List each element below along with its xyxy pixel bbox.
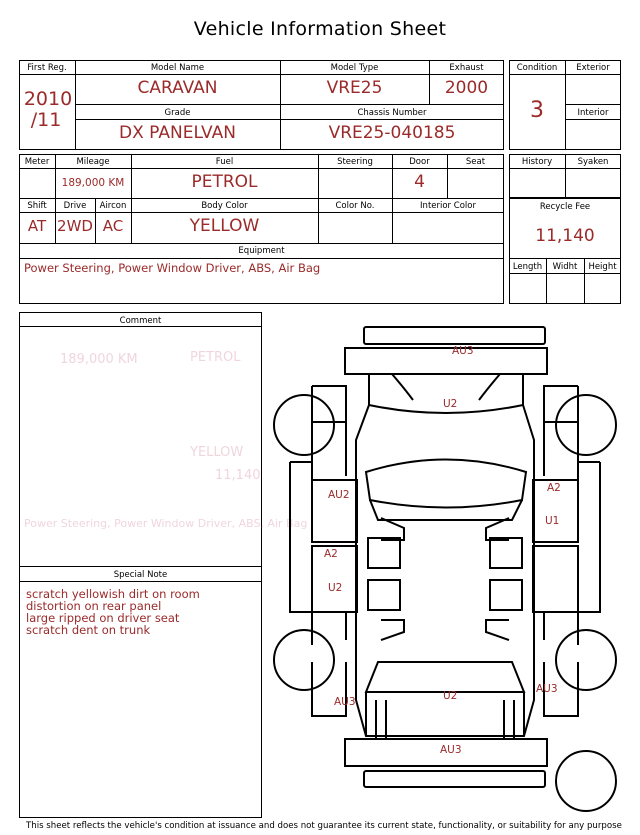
drive-label: Drive	[63, 201, 87, 211]
code-left-rear-door: U2	[328, 582, 343, 594]
fuel-label: Fuel	[215, 157, 234, 167]
exhaust-label: Exhaust	[449, 63, 484, 73]
right-rear-door	[533, 546, 578, 612]
length-label: Length	[512, 262, 543, 272]
height-label: Height	[588, 262, 617, 272]
equipment-label: Equipment	[238, 246, 285, 256]
left-fender	[312, 386, 346, 422]
drive-value: 2WD	[57, 217, 93, 235]
model-type-label: Model Type	[330, 63, 379, 73]
shift-label: Shift	[27, 201, 47, 211]
body-outline	[356, 405, 534, 736]
front-bumper	[364, 327, 545, 344]
first-reg-month: /11	[30, 109, 62, 131]
ghost-text: 11,140	[215, 468, 261, 483]
body-color-label: Body Color	[201, 201, 248, 211]
mileage-label: Mileage	[76, 157, 110, 167]
condition-value: 3	[530, 98, 544, 123]
equipment-value: Power Steering, Power Window Driver, ABS, Air Bag	[24, 261, 321, 275]
special-note-line: scratch yellowish dirt on room	[26, 587, 200, 601]
syaken-label: Syaken	[577, 157, 609, 167]
disclaimer-footer: This sheet reflects the vehicle's condition at issuance and does not guarantee its current state, functionality, or suitability for any purpose	[26, 821, 622, 831]
aircon-label: Aircon	[99, 201, 127, 211]
ghost-text: YELLOW	[190, 445, 244, 460]
steering-label: Steering	[337, 157, 373, 167]
color-no-label: Color No.	[335, 201, 375, 211]
special-note-label: Special Note	[113, 570, 168, 580]
model-name-label: Model Name	[150, 63, 205, 73]
chassis-number-label: Chassis Number	[357, 108, 427, 118]
seat-label: Seat	[465, 157, 486, 167]
model-type-value: VRE25	[326, 78, 383, 98]
chassis-number-value: VRE25-040185	[328, 123, 456, 143]
interior-label: Interior	[577, 108, 609, 118]
code-right-front-door: U1	[545, 515, 560, 527]
grade-label: Grade	[164, 108, 191, 118]
ghost-text: PETROL	[190, 350, 241, 365]
windshield	[366, 460, 526, 508]
code-left-rear-door-upper: A2	[324, 548, 338, 560]
ghost-text: 189,000 KM	[60, 352, 138, 367]
door-value: 4	[414, 172, 425, 192]
recycle-fee-label: Recycle Fee	[539, 202, 591, 212]
code-rear-bumper: AU3	[440, 744, 462, 756]
rear-step	[364, 771, 545, 787]
meter-label: Meter	[24, 157, 50, 167]
recycle-fee-value: 11,140	[535, 226, 595, 246]
special-note-line: scratch dent on trunk	[26, 623, 151, 637]
fuel-value: PETROL	[191, 172, 258, 192]
aircon-value: AC	[102, 217, 124, 235]
code-front-bumper: AU3	[452, 345, 474, 357]
grade-value: DX PANELVAN	[119, 123, 236, 143]
shift-value: AT	[27, 217, 47, 235]
sheet-title: Vehicle Information Sheet	[193, 18, 447, 40]
condition-label: Condition	[516, 63, 558, 73]
first-reg-year: 2010	[23, 88, 73, 110]
code-right-front-door-upper: A2	[547, 482, 561, 494]
spare-wheel	[556, 751, 616, 811]
exterior-label: Exterior	[576, 63, 610, 73]
first-reg-label: First Reg.	[27, 63, 67, 73]
mileage-value: 189,000 KM	[61, 177, 125, 189]
code-left-rear-quarter: AU3	[334, 696, 356, 708]
rear-window	[366, 662, 524, 692]
history-label: History	[521, 157, 553, 167]
front-grille	[345, 348, 547, 374]
special-note-line: distortion on rear panel	[26, 599, 162, 613]
exhaust-value: 2000	[444, 78, 489, 98]
special-note-line: large ripped on driver seat	[26, 611, 180, 625]
door-label: Door	[409, 157, 430, 167]
wheel-front-left	[274, 395, 334, 455]
code-hood: U2	[443, 398, 458, 410]
wheel-front-right	[556, 395, 616, 455]
wheel-rear-right	[556, 630, 616, 690]
interior-color-label: Interior Color	[420, 201, 476, 211]
comment-label: Comment	[119, 316, 162, 326]
wheel-rear-left	[274, 630, 334, 690]
code-right-rear-quarter: AU3	[536, 683, 558, 695]
right-fender	[544, 386, 578, 422]
body-color-value: YELLOW	[189, 216, 260, 236]
ghost-text: Power Steering, Power Window Driver, ABS, Air Bag	[24, 517, 308, 530]
model-name-value: CARAVAN	[137, 78, 218, 98]
width-label: Widht	[552, 262, 578, 272]
code-left-front-door: AU2	[328, 489, 350, 501]
code-roof-rear: U2	[443, 690, 458, 702]
